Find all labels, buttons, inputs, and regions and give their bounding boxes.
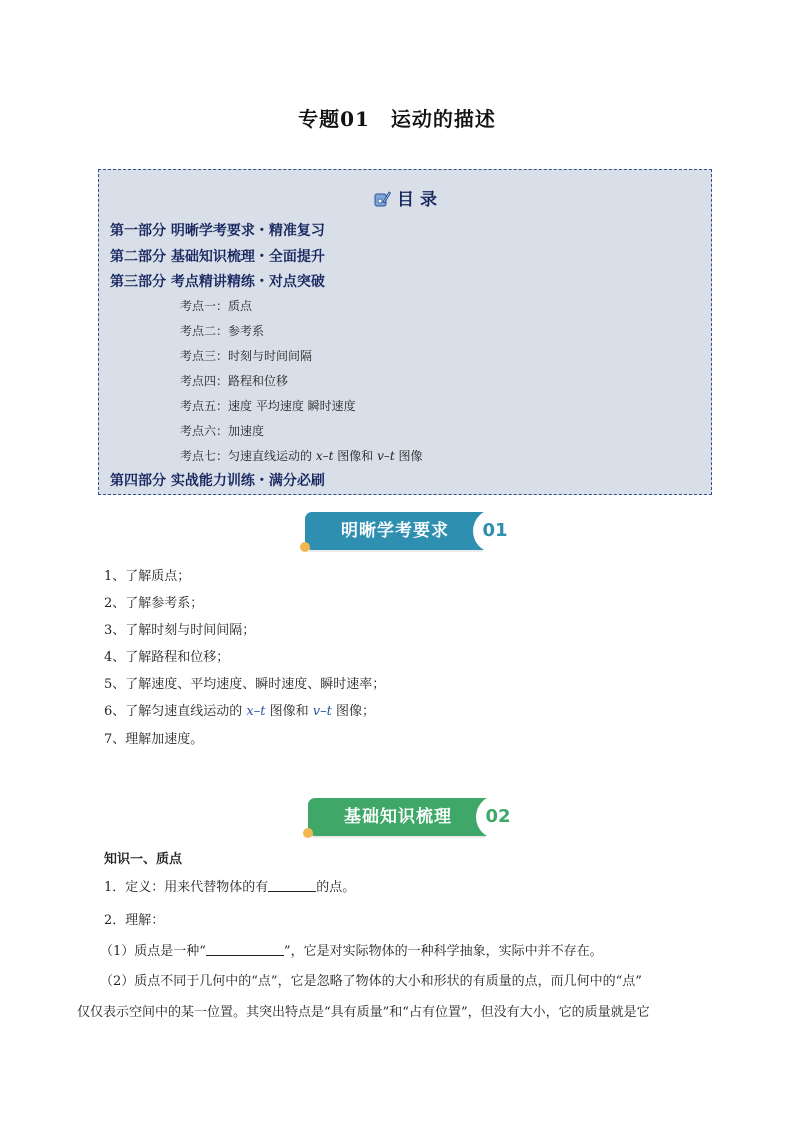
requirement-item-6 <box>104 700 375 719</box>
requirement-item: 1、了解质点； <box>104 569 191 584</box>
requirement-item: 2、了解参考系； <box>104 596 204 611</box>
banner-label: 基础知识梳理 <box>308 798 488 836</box>
banner-number: 02 <box>476 795 520 839</box>
requirement-item: 3、了解时刻与时间间隔； <box>104 623 256 638</box>
toc-point-7-xt: x–t <box>315 449 334 463</box>
pen-book-icon <box>373 190 391 208</box>
definition-prefix: 1．定义：用来代替物体的有 <box>104 880 269 895</box>
toc-heading <box>99 185 711 210</box>
toc-point-7[interactable] <box>180 447 423 464</box>
toc-point-2[interactable]: 考点二：参考系 <box>180 324 265 338</box>
banner-dot <box>303 828 313 838</box>
toc-point-7-middle: 图像和 <box>333 449 378 463</box>
toc-heading-text: 目 录 <box>397 190 437 210</box>
requirement-item: 4、了解路程和位移； <box>104 650 230 665</box>
req6-suffix: 图像； <box>331 704 375 719</box>
requirement-item-7: 7、理解加速度。 <box>104 732 204 747</box>
toc-part-2[interactable]: 第二部分 基础知识梳理・全面提升 <box>110 249 325 265</box>
toc-point-1[interactable]: 考点一：质点 <box>180 299 253 313</box>
toc-point-5[interactable]: 考点五：速度 平均速度 瞬时速度 <box>180 399 356 413</box>
requirement-item: 5、了解速度、平均速度、瞬时速度、瞬时速率； <box>104 677 386 692</box>
req6-prefix: 6、了解匀速直线运动的 <box>104 704 247 719</box>
toc-point-4[interactable]: 考点四：路程和位移 <box>180 374 289 388</box>
knowledge-heading: 知识一、质点 <box>104 852 183 867</box>
paragraph-1-suffix: ”，它是对实际物体的一种科学抽象，实际中并不存在。 <box>283 944 603 959</box>
req6-vt: v–t <box>312 704 332 719</box>
definition-line <box>104 876 355 895</box>
banner-dot <box>300 542 310 552</box>
banner-label: 明晰学考要求 <box>305 512 485 550</box>
toc-point-3[interactable]: 考点三：时刻与时间间隔 <box>180 349 313 363</box>
req6-middle: 图像和 <box>265 704 313 719</box>
fill-blank[interactable] <box>268 879 316 892</box>
paragraph-2-line-2: 仅仅表示空间中的某一位置。其突出特点是“具有质量”和“占有位置”，但没有大小，它的质量就是它 <box>77 1005 650 1020</box>
paragraph-2-line-1: （2）质点不同于几何中的“点”，它是忽略了物体的大小和形状的有质量的点，而几何中的“点” <box>100 974 642 989</box>
toc-point-7-prefix: 考点七：匀速直线运动的 <box>180 449 316 463</box>
definition-suffix: 的点。 <box>316 880 356 895</box>
fill-blank[interactable] <box>206 943 284 956</box>
toc-point-7-suffix: 图像 <box>394 449 423 463</box>
toc-point-6[interactable]: 考点六：加速度 <box>180 424 265 438</box>
page-title: 专题01 运动的描述 <box>298 107 496 131</box>
table-of-contents <box>98 169 712 495</box>
understand-heading: 2．理解： <box>104 913 165 928</box>
req6-xt: x–t <box>246 704 266 719</box>
toc-part-1[interactable]: 第一部分 明晰学考要求・精准复习 <box>110 223 325 239</box>
paragraph-1 <box>100 940 603 959</box>
toc-part-4[interactable]: 第四部分 实战能力训练・满分必刷 <box>110 473 325 489</box>
paragraph-1-prefix: （1）质点是一种“ <box>100 944 206 959</box>
toc-point-7-vt: v–t <box>377 449 395 463</box>
toc-part-3[interactable]: 第三部分 考点精讲精练・对点突破 <box>110 274 325 290</box>
banner-number: 01 <box>473 509 517 553</box>
